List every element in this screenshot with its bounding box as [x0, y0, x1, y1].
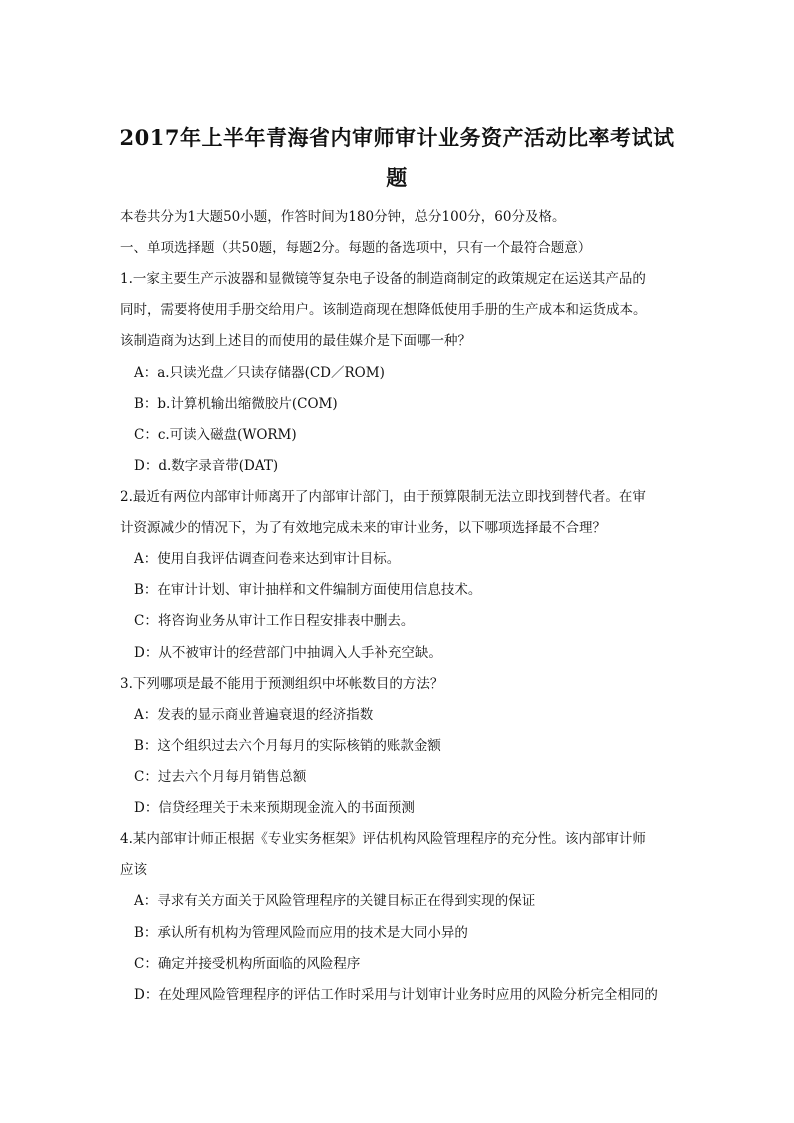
question-2-option-b: B：在审计计划、审计抽样和文件编制方面使用信息技术。	[134, 582, 482, 598]
document-title	[100, 118, 694, 198]
question-1-stem-line-2: 同时，需要将使用手册交给用户。该制造商现在想降低使用手册的生产成本和运货成本。	[120, 302, 647, 318]
question-4-stem-line-1: 4.某内部审计师正根据《专业实务框架》评估机构风险管理程序的充分性。该内部审计师	[120, 831, 646, 847]
section-heading: 一、单项选择题（共50题，每题2分。每题的备选项中，只有一个最符合题意）	[120, 240, 592, 256]
question-4-option-d: D：在处理风险管理程序的评估工作时采用与计划审计业务时应用的风险分析完全相同的	[134, 987, 658, 1003]
question-1-option-b: B：b.计算机输出缩微胶片(COM)	[134, 396, 338, 412]
question-2-stem-line-2: 计资源减少的情况下，为了有效地完成未来的审计业务，以下哪项选择最不合理？	[120, 520, 606, 536]
question-2-option-d: D：从不被审计的经营部门中抽调入人手补充空缺。	[134, 645, 442, 661]
title-line-2: 题	[386, 165, 408, 190]
exam-intro: 本卷共分为1大题50小题，作答时间为180分钟，总分100分，60分及格。	[120, 209, 566, 225]
question-1-option-c: C：c.可读入磁盘(WORM)	[134, 427, 297, 443]
question-1-stem-line-1: 1.一家主要生产示波器和显微镜等复杂电子设备的制造商制定的政策规定在运送其产品的	[120, 271, 646, 287]
question-2-stem-line-1: 2.最近有两位内部审计师离开了内部审计部门，由于预算限制无法立即找到替代者。在审	[120, 489, 646, 505]
question-3-option-d: D：信贷经理关于未来预期现金流入的书面预测	[134, 800, 415, 816]
question-3-stem-line-1: 3.下列哪项是最不能用于预测组织中坏帐数目的方法？	[120, 676, 444, 692]
question-1-stem-line-3: 该制造商为达到上述目的而使用的最佳媒介是下面哪一种？	[120, 333, 471, 349]
question-2-option-a: A：使用自我评估调查问卷来达到审计目标。	[134, 551, 401, 567]
question-2-option-c: C：将咨询业务从审计工作日程安排表中删去。	[134, 613, 415, 629]
question-4-stem-line-2: 应该	[120, 862, 147, 878]
question-4-option-b: B：承认所有机构为管理风险而应用的技术是大同小异的	[134, 925, 468, 941]
question-3-option-b: B：这个组织过去六个月每月的实际核销的账款金额	[134, 738, 441, 754]
question-3-option-c: C：过去六个月每月销售总额	[134, 769, 307, 785]
question-3-option-a: A：发表的显示商业普遍衰退的经济指数	[134, 707, 374, 723]
title-line-1: 2017年上半年青海省内审师审计业务资产活动比率考试试	[119, 125, 675, 150]
question-4-option-c: C：确定并接受机构所面临的风险程序	[134, 956, 361, 972]
question-1-option-a: A：a.只读光盘／只读存储器(CD／ROM)	[134, 365, 385, 381]
question-1-option-d: D：d.数字录音带(DAT)	[134, 458, 279, 474]
question-4-option-a: A：寻求有关方面关于风险管理程序的关键目标正在得到实现的保证	[134, 893, 536, 909]
